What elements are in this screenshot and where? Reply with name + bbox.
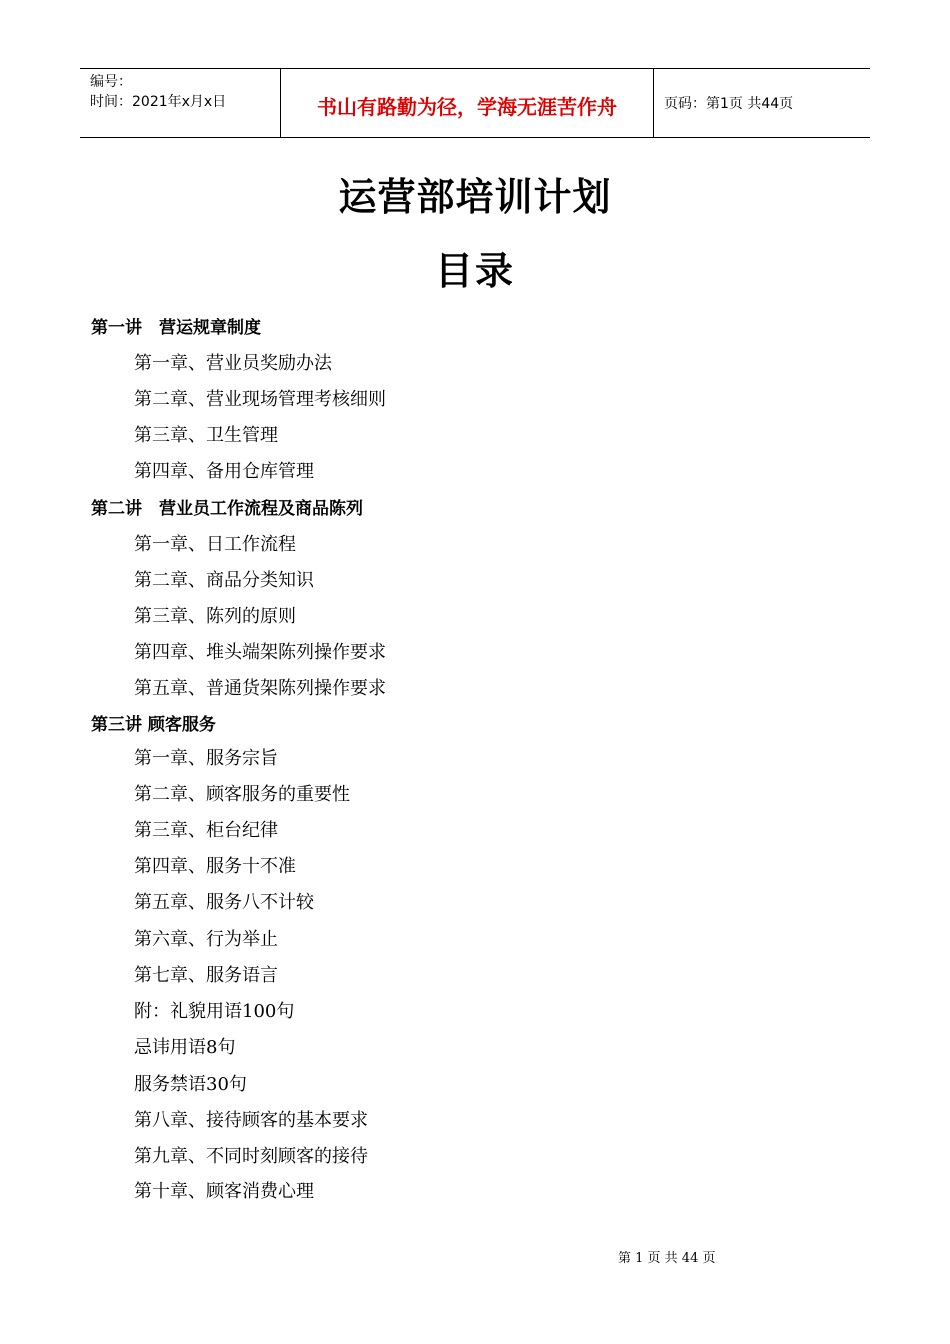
toc-chapter: 第一章、营业员奖励办法 <box>134 353 332 374</box>
toc-chapter: 第四章、堆头端架陈列操作要求 <box>134 642 386 663</box>
document-title: 运营部培训计划 <box>338 175 612 219</box>
toc-chapter: 第一章、服务宗旨 <box>134 748 278 769</box>
toc-appendix: 忌讳用语8句 <box>134 1037 236 1058</box>
toc-chapter: 第一章、日工作流程 <box>134 534 296 555</box>
toc-chapter: 第二章、顾客服务的重要性 <box>134 784 350 805</box>
toc-lecture: 第二讲 营业员工作流程及商品陈列 <box>91 499 363 519</box>
toc-chapter: 第四章、备用仓库管理 <box>134 461 314 482</box>
toc-chapter: 第十章、顾客消费心理 <box>134 1181 314 1202</box>
doc-time-label: 时间：2021年x月x日 <box>90 94 227 110</box>
toc-lecture: 第一讲 营运规章制度 <box>91 318 261 338</box>
page-footer: 第 1 页 共 44 页 <box>618 1251 716 1266</box>
toc-appendix: 服务禁语30句 <box>134 1074 247 1095</box>
toc-chapter: 第六章、行为举止 <box>134 929 278 950</box>
toc-chapter: 第三章、陈列的原则 <box>134 606 296 627</box>
toc-chapter: 第八章、接待顾客的基本要求 <box>134 1110 368 1131</box>
toc-lecture: 第三讲 顾客服务 <box>91 715 216 735</box>
toc-appendix: 附：礼貌用语100句 <box>134 1001 295 1022</box>
toc-chapter: 第二章、商品分类知识 <box>134 570 314 591</box>
toc-chapter: 第五章、服务八不计较 <box>134 892 314 913</box>
toc-heading: 目录 <box>434 249 515 293</box>
toc-chapter: 第四章、服务十不准 <box>134 856 296 877</box>
toc-chapter: 第七章、服务语言 <box>134 965 278 986</box>
doc-number-label: 编号： <box>90 74 132 90</box>
toc-chapter: 第九章、不同时刻顾客的接待 <box>134 1146 368 1167</box>
toc-chapter: 第三章、卫生管理 <box>134 425 278 446</box>
toc-chapter: 第二章、营业现场管理考核细则 <box>134 389 386 410</box>
header-motto: 书山有路勤为径，学海无涯苦作舟 <box>281 69 654 137</box>
header-page-info: 页码：第1页 共44页 <box>664 96 794 112</box>
toc-chapter: 第五章、普通货架陈列操作要求 <box>134 678 386 699</box>
toc-chapter: 第三章、柜台纪律 <box>134 820 278 841</box>
